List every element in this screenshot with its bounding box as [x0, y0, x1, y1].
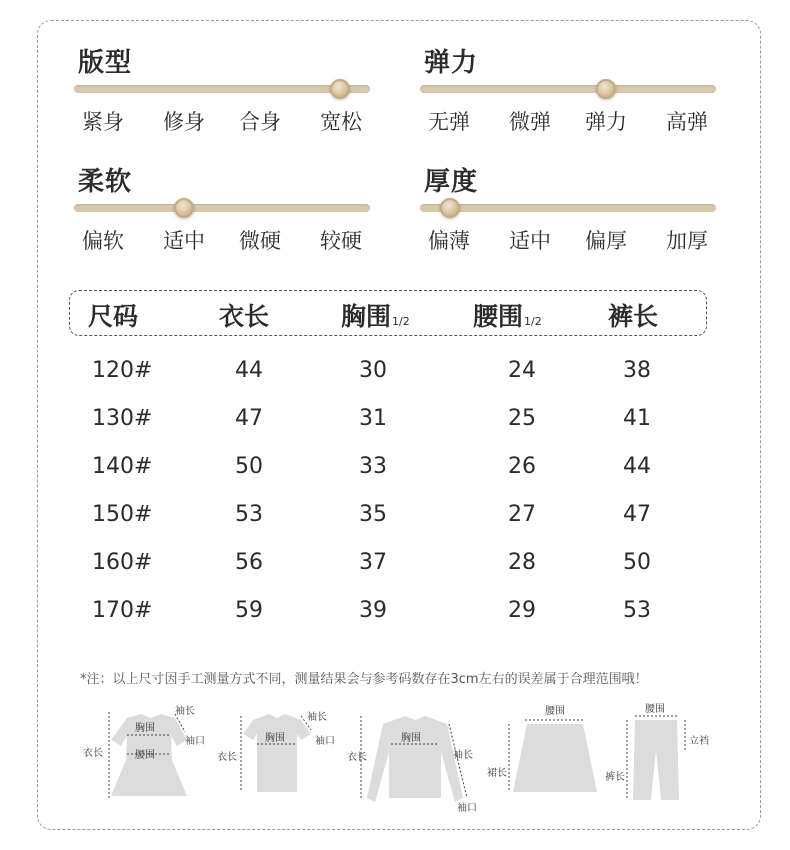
skirt-shape-icon: [513, 724, 597, 792]
cell-waist: 24: [508, 358, 536, 383]
cell-waist: 27: [508, 502, 536, 527]
dress-length-label: 衣长: [83, 748, 103, 759]
tshirt-length-label: 衣长: [217, 752, 237, 763]
cell-chest: 31: [359, 406, 387, 431]
cell-length: 50: [235, 454, 263, 479]
attribute-title: 厚度: [424, 167, 479, 197]
tshirt-chest-label: 胸围: [265, 733, 285, 744]
level-label: 偏薄: [428, 229, 470, 253]
cell-pants-length: 47: [623, 502, 651, 527]
attribute-softness: [74, 161, 374, 271]
pants-rise-label: 立裆: [689, 736, 709, 747]
attribute-knob: [330, 79, 350, 99]
cell-chest: 37: [359, 550, 387, 575]
dress-sleeve-label: 袖长: [175, 706, 195, 717]
pants-waist-label: 腰围: [645, 704, 665, 715]
cell-length: 44: [235, 358, 263, 383]
header-chest: 胸围1/2: [341, 302, 410, 331]
cell-chest: 39: [359, 598, 387, 623]
level-label: 宽松: [320, 110, 362, 134]
header-waist: 腰围1/2: [473, 302, 542, 331]
pants-length-label: 裤长: [605, 772, 625, 783]
level-label: 较硬: [320, 229, 362, 253]
sweater-length-label: 衣长: [347, 752, 367, 763]
level-label: 修身: [163, 110, 205, 134]
cell-pants-length: 53: [623, 598, 651, 623]
sweater-shape-icon: [367, 716, 463, 802]
table-row: [0, 454, 790, 494]
garment-diagrams: [75, 700, 735, 815]
attribute-track: [74, 85, 370, 93]
attribute-track: [420, 85, 716, 93]
attribute-title: 弹力: [424, 48, 479, 78]
table-row: [0, 502, 790, 542]
level-label: 加厚: [666, 229, 708, 253]
cell-size: 170#: [92, 598, 153, 623]
level-label: 偏软: [82, 229, 124, 253]
header-size: 尺码: [88, 302, 139, 331]
attribute-title: 版型: [78, 48, 133, 78]
table-row: [0, 406, 790, 446]
sweater-sleeve-label: 袖长: [453, 750, 473, 761]
attribute-fit: [74, 42, 374, 152]
level-label: 高弹: [666, 110, 708, 134]
skirt-length-label: 裙长: [487, 768, 507, 779]
cell-waist: 25: [508, 406, 536, 431]
level-label: 紧身: [82, 110, 124, 134]
attribute-track: [420, 204, 716, 212]
attribute-title: 柔软: [78, 167, 133, 197]
level-label: 无弹: [428, 110, 470, 134]
cell-length: 53: [235, 502, 263, 527]
header-pants-length: 裤长: [608, 302, 659, 331]
pants-shape-icon: [633, 720, 679, 800]
attribute-knob: [174, 198, 194, 218]
dress-waist-label: 腰围: [135, 750, 155, 761]
attribute-knob: [440, 198, 460, 218]
attribute-track: [74, 204, 370, 212]
skirt-waist-label: 腰围: [545, 706, 565, 717]
cell-size: 130#: [92, 406, 153, 431]
level-label: 弹力: [585, 110, 627, 134]
cell-size: 160#: [92, 550, 153, 575]
cell-size: 150#: [92, 502, 153, 527]
cell-chest: 35: [359, 502, 387, 527]
header-length: 衣长: [219, 302, 270, 331]
level-label: 微弹: [509, 110, 551, 134]
cell-size: 120#: [92, 358, 153, 383]
cell-length: 47: [235, 406, 263, 431]
cell-chest: 30: [359, 358, 387, 383]
attribute-elasticity: [420, 42, 720, 152]
dress-chest-label: 胸围: [135, 723, 155, 734]
cell-chest: 33: [359, 454, 387, 479]
diagrams-svg: [75, 700, 735, 815]
level-label: 合身: [239, 110, 281, 134]
size-table-header: [69, 290, 707, 336]
level-label: 适中: [163, 229, 205, 253]
cell-pants-length: 38: [623, 358, 651, 383]
table-row: [0, 358, 790, 398]
sweater-chest-label: 胸围: [401, 733, 421, 744]
level-label: 适中: [509, 229, 551, 253]
cell-length: 59: [235, 598, 263, 623]
attribute-thickness: [420, 161, 720, 271]
level-label: 偏厚: [585, 229, 627, 253]
cell-pants-length: 50: [623, 550, 651, 575]
dress-cuff-label: 袖口: [185, 736, 205, 747]
table-row: [0, 598, 790, 638]
tshirt-sleeve-label: 袖长: [307, 712, 327, 723]
measurement-note: *注：以上尺寸因手工测量方式不同，测量结果会与参考码数存在3cm左右的误差属于合理范围哦！: [80, 672, 648, 687]
cell-pants-length: 41: [623, 406, 651, 431]
cell-pants-length: 44: [623, 454, 651, 479]
level-label: 微硬: [239, 229, 281, 253]
attribute-knob: [596, 79, 616, 99]
cell-size: 140#: [92, 454, 153, 479]
tshirt-cuff-label: 袖口: [315, 736, 335, 747]
tshirt-shape-icon: [243, 714, 311, 792]
cell-waist: 29: [508, 598, 536, 623]
cell-length: 56: [235, 550, 263, 575]
cell-waist: 26: [508, 454, 536, 479]
table-row: [0, 550, 790, 590]
cell-waist: 28: [508, 550, 536, 575]
sweater-cuff-label: 袖口: [457, 803, 477, 814]
